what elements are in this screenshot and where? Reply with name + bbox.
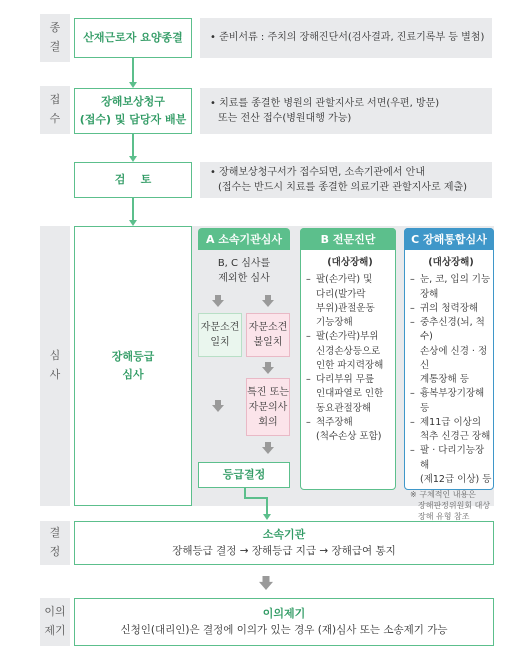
list-item [410, 288, 492, 302]
list-item-text: 제11급 이상의 [420, 416, 481, 428]
list-item-text: 인한 파지력장해 [316, 359, 384, 371]
box-grade-review-line2: 심사 [122, 368, 144, 381]
list-item [306, 387, 394, 401]
column-a-title: A 소속기관심사 [205, 233, 283, 246]
column-c-title: C 장해통합심사 [411, 233, 487, 246]
box-opinion-match-line2: 일치 [210, 337, 230, 348]
list-item [306, 402, 394, 416]
list-item-text: 부위)관절운동 [316, 302, 375, 314]
list-item [410, 273, 492, 287]
connector-line [244, 497, 267, 499]
list-item-text: (제12급 이상) 등 [420, 473, 492, 485]
column-a-top-line1: B, C 심사를 [217, 258, 271, 269]
box-decision-title: 소속기관 [262, 527, 306, 541]
list-item-text: 눈, 코, 입의 기능 [420, 274, 491, 286]
list-bullet [410, 288, 420, 302]
box-special-exam-line2: 자문의사 [248, 401, 288, 413]
column-a-top-text [198, 256, 290, 286]
column-c-header [404, 228, 494, 250]
box-special-exam-line3: 회의 [258, 416, 278, 428]
box-opinion-mismatch [246, 313, 290, 357]
arrow-down-icon [262, 442, 274, 454]
note-documents-text: • 준비서류 : 주치의 장해진단서(검사결과, 진료기록부 등 별첨) [210, 32, 485, 44]
stage-label-review [40, 226, 70, 506]
column-c-list [410, 273, 492, 487]
arrow-down-icon [212, 295, 224, 307]
box-review-check-label: 검 토 [114, 173, 152, 187]
list-item [306, 330, 394, 344]
list-item [410, 302, 492, 316]
arrow-down-icon [262, 362, 274, 374]
list-item-text: 손상에 신경 · 정신 [420, 345, 488, 371]
list-bullet [306, 359, 316, 373]
list-item [306, 430, 394, 444]
column-b-header [300, 228, 396, 250]
list-item [306, 302, 394, 316]
arrow-down-icon [259, 576, 273, 590]
list-bullet [410, 373, 420, 387]
list-bullet [410, 430, 420, 444]
stage-label-text: 종 결 [49, 21, 61, 53]
box-treatment-end-label: 산재근로자 요양종결 [83, 31, 183, 45]
note-receipt-line1: • 치료를 종결한 병원의 관할지사로 서면(우편, 방문) [210, 97, 440, 109]
stage-label-end [40, 14, 70, 62]
box-claim-receipt [74, 88, 192, 134]
list-bullet [306, 316, 316, 330]
list-bullet: – [410, 317, 415, 328]
box-opinion-match-line1: 자문소견 [200, 322, 240, 333]
list-bullet [410, 345, 420, 374]
box-grade-decision [198, 462, 290, 488]
column-c-note-line1: ※ 구체적인 내용은 [410, 490, 476, 499]
stage-label-text: 심 사 [49, 349, 61, 381]
list-item-text: 신경손상등으로 [316, 345, 381, 357]
list-item-text: 팔(손가락) 및 [316, 274, 373, 286]
arrow-down-icon [262, 295, 274, 307]
note-review-line2: (접수는 반드시 치료를 종결한 의료기관 관할지사로 제출) [218, 182, 468, 193]
note-review-line1: • 장해보상청구서가 접수되면, 소속기관에서 안내 [210, 166, 425, 178]
box-special-exam-line1: 특진 또는 [247, 386, 289, 398]
box-special-exam [246, 378, 290, 436]
column-c-note-line2: 장해판정위원회 대상 [418, 500, 491, 510]
list-bullet: – [306, 416, 311, 428]
list-item [410, 430, 492, 444]
column-c-body [410, 256, 492, 522]
list-bullet [306, 302, 316, 316]
note-review [200, 162, 492, 198]
list-item [306, 288, 394, 302]
list-item-text: 다리(발가락 [316, 288, 366, 300]
list-item-text: 척추 신경근 장해 [420, 431, 491, 442]
list-item-text: 흉복부장기장해등 [420, 388, 485, 414]
list-item [306, 416, 394, 430]
box-opinion-mismatch-line1: 자문소견 [248, 322, 288, 333]
box-review-check [74, 162, 192, 198]
list-item-text: 척주장해 [316, 416, 353, 428]
column-c-subtitle: (대상장해) [428, 257, 474, 268]
note-receipt [200, 88, 492, 134]
arrow-down-icon [263, 514, 271, 520]
list-item-text: 계통장해 등 [420, 374, 469, 385]
box-treatment-end [74, 18, 192, 58]
column-a-top-line2: 제외한 심사 [218, 273, 270, 284]
list-bullet: – [410, 388, 415, 400]
list-bullet: – [306, 374, 311, 385]
note-documents [200, 18, 492, 58]
stage-label-decision [40, 521, 70, 565]
box-appeal-title: 이의제기 [262, 606, 306, 620]
list-item [306, 359, 394, 373]
list-bullet [306, 430, 316, 444]
stage-label-text: 이의 제기 [44, 605, 66, 637]
list-item-text: 기능장해 [316, 317, 353, 328]
list-bullet: – [306, 274, 311, 286]
column-b-body [306, 256, 394, 444]
stage-label-text: 접 수 [49, 93, 61, 125]
column-a-header [198, 228, 290, 250]
stage-label-appeal [40, 598, 70, 646]
list-bullet [306, 288, 316, 302]
list-bullet [306, 387, 316, 401]
column-b-subtitle: (대상장해) [327, 257, 373, 268]
box-grade-decision-label: 등급결정 [222, 468, 266, 482]
list-item-text: 중추신경(뇌, 척수) [420, 317, 485, 343]
list-item-text: 팔(손가락)부위 [316, 331, 379, 343]
list-item [410, 345, 492, 374]
arrow-down-icon [212, 400, 224, 412]
column-b-list [306, 273, 394, 444]
list-bullet: – [306, 331, 311, 343]
list-bullet [306, 402, 316, 416]
list-item [410, 416, 492, 430]
list-item [410, 387, 492, 416]
list-bullet [306, 345, 316, 359]
list-item-text: 귀의 청력장해 [420, 302, 479, 314]
box-decision-desc: 장해등급 결정 → 장해등급 지급 → 장해급여 통지 [172, 545, 396, 558]
box-claim-receipt-line1: 장해보상청구 [101, 95, 165, 109]
list-bullet: – [410, 302, 415, 314]
list-item-text: 동요관절장해 [316, 402, 372, 414]
list-item-text: 장해 [420, 288, 439, 300]
list-bullet: – [410, 445, 415, 457]
box-appeal-desc: 신청인(대리인)은 결정에 이의가 있는 경우 (재)심사 또는 소송제기 가능 [120, 624, 448, 637]
box-disability-grade-review [74, 226, 192, 506]
box-opinion-mismatch-line2: 불일치 [253, 337, 283, 348]
note-receipt-line2: 또는 전산 접수(병원대행 가능) [218, 113, 352, 124]
list-bullet: – [410, 416, 415, 428]
list-item [306, 316, 394, 330]
box-appeal [74, 598, 494, 646]
stage-label-text: 결 정 [49, 526, 61, 558]
column-c-note [410, 490, 492, 522]
list-item-text: 다리부위 무릎 [316, 374, 375, 385]
list-item-text: 인대파열로 인한 [316, 388, 384, 400]
box-claim-receipt-line2: (접수) 및 담당자 배분 [79, 113, 187, 126]
list-item [410, 373, 492, 387]
box-grade-review-line1: 장해등급 [111, 350, 155, 364]
stage-label-receipt [40, 86, 70, 134]
list-item [410, 444, 492, 473]
list-item [410, 473, 492, 487]
column-c-note-line3: 장해 유형 참조 [418, 511, 470, 521]
box-decision [74, 521, 494, 565]
column-b-title: B 전문진단 [320, 233, 376, 246]
box-opinion-match [198, 313, 242, 357]
list-item [306, 273, 394, 287]
list-item-text: 팔 · 다리기능장해 [420, 445, 485, 471]
list-bullet: – [410, 274, 415, 286]
list-item [306, 373, 394, 387]
list-item [410, 316, 492, 345]
list-bullet [410, 473, 420, 487]
list-item-text: (척수손상 포함) [316, 431, 382, 442]
list-item [306, 345, 394, 359]
